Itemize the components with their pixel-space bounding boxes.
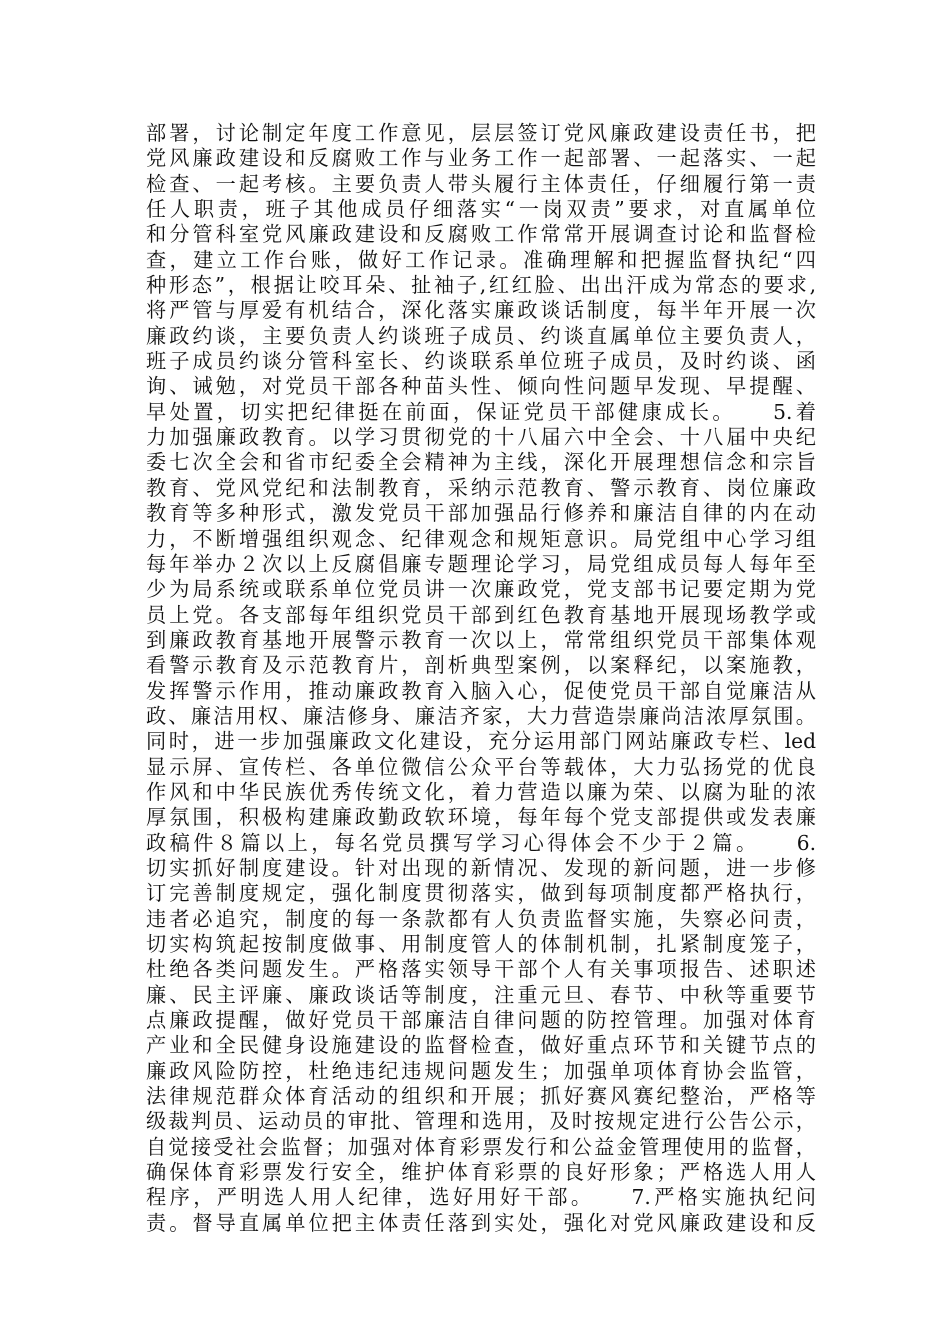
text-line: 力加强廉政教育。以学习贯彻党的十八届六中全会、十八届中央纪 bbox=[146, 425, 816, 450]
text-line: 显示屏、宣传栏、各单位微信公众平台等载体，大力弘扬党的优良 bbox=[146, 754, 816, 779]
text-line: 委七次全会和省市纪委全会精神为主线，深化开展理想信念和宗旨 bbox=[146, 450, 816, 475]
text-line: 法律规范群众体育活动的组织和开展；抓好赛风赛纪整治，严格等 bbox=[146, 1084, 816, 1109]
text-line: 级裁判员、运动员的审批、管理和选用，及时按规定进行公告公示， bbox=[146, 1109, 816, 1134]
text-line: 切实构筑起按制度做事、用制度管人的体制机制，扎紧制度笼子， bbox=[146, 932, 816, 956]
text-line: 员上党。各支部每年组织党员干部到红色教育基地开展现场教学或 bbox=[146, 602, 816, 627]
text-line: 看警示教育及示范教育片，剖析典型案例，以案释纪，以案施教， bbox=[146, 653, 816, 678]
text-line: 杜绝各类问题发生。严格落实领导干部个人有关事项报告、述职述 bbox=[146, 957, 816, 982]
text-line: 和分管科室党风廉政建设和反腐败工作常常开展调查讨论和监督检 bbox=[146, 222, 816, 247]
text-line: 发挥警示作用，推动廉政教育入脑入心，促使党员干部自觉廉洁从 bbox=[146, 678, 816, 703]
text-line: 厚氛围，积极构建廉政勤政软环境，每年每个党支部提供或发表廉 bbox=[146, 805, 816, 830]
text-line: 订完善制度规定，强化制度贯彻落实，做到每项制度都严格执行， bbox=[146, 881, 816, 906]
text-line: 程序，严明选人用人纪律，选好用好干部。 7.严格实施执纪问 bbox=[146, 1185, 816, 1210]
text-line: 违者必追究，制度的每一条款都有人负责监督实施，失察必问责， bbox=[146, 906, 816, 931]
text-line: 责。督导直属单位把主体责任落到实处，强化对党风廉政建设和反 bbox=[146, 1210, 816, 1235]
text-line: 作风和中华民族优秀传统文化，着力营造以廉为荣、以腐为耻的浓 bbox=[146, 779, 816, 804]
document-body-text bbox=[146, 121, 816, 1236]
text-line: 政、廉洁用权、廉洁修身、廉洁齐家，大力营造崇廉尚洁浓厚氛围。 bbox=[146, 703, 816, 728]
text-line: 种形态”，根据让咬耳朵、扯袖子,红红脸、出出汗成为常态的要求, bbox=[146, 273, 816, 298]
text-line: 同时，进一步加强廉政文化建设，充分运用部门网站廉政专栏、led bbox=[146, 729, 816, 754]
text-line: 党风廉政建设和反腐败工作与业务工作一起部署、一起落实、一起 bbox=[146, 146, 816, 171]
text-line: 少为局系统或联系单位党员讲一次廉政党，党支部书记要定期为党 bbox=[146, 577, 816, 602]
text-line: 部署，讨论制定年度工作意见，层层签订党风廉政建设责任书，把 bbox=[146, 121, 816, 145]
text-line: 将严管与厚爱有机结合，深化落实廉政谈话制度，每半年开展一次 bbox=[146, 298, 816, 323]
text-line: 自觉接受社会监督；加强对体育彩票发行和公益金管理使用的监督， bbox=[146, 1134, 816, 1159]
text-line: 政稿件８篇以上，每名党员撰写学习心得体会不少于２篇。 6. bbox=[146, 830, 816, 855]
text-line: 确保体育彩票发行安全，维护体育彩票的良好形象；严格选人用人 bbox=[146, 1160, 816, 1185]
text-line: 教育等多种形式，激发党员干部加强品行修养和廉洁自律的内在动 bbox=[146, 501, 816, 526]
text-line: 到廉政教育基地开展警示教育一次以上，常常组织党员干部集体观 bbox=[146, 627, 816, 652]
text-line: 班子成员约谈分管科室长、约谈联系单位班子成员，及时约谈、函 bbox=[146, 349, 816, 374]
text-line: 任人职责，班子其他成员仔细落实“一岗双责”要求，对直属单位 bbox=[146, 197, 816, 222]
text-line: 检查、一起考核。主要负责人带头履行主体责任，仔细履行第一责 bbox=[146, 171, 816, 196]
text-line: 切实抓好制度建设。针对出现的新情况、发现的新问题，进一步修 bbox=[146, 855, 816, 880]
text-line: 产业和全民健身设施建设的监督检查，做好重点环节和关键节点的 bbox=[146, 1033, 816, 1058]
text-line: 廉政风险防控，杜绝违纪违规问题发生；加强单项体育协会监管， bbox=[146, 1058, 816, 1083]
text-line: 点廉政提醒，做好党员干部廉洁自律问题的防控管理。加强对体育 bbox=[146, 1008, 816, 1033]
text-line: 廉政约谈，主要负责人约谈班子成员、约谈直属单位主要负责人， bbox=[146, 323, 816, 348]
text-line: 查，建立工作台账，做好工作记录。准确理解和把握监督执纪“四 bbox=[146, 247, 816, 272]
text-line: 早处置，切实把纪律挺在前面，保证党员干部健康成长。 5.着 bbox=[146, 399, 816, 424]
text-line: 每年举办２次以上反腐倡廉专题理论学习，局党组成员每人每年至 bbox=[146, 551, 816, 576]
text-line: 廉、民主评廉、廉政谈话等制度，注重元旦、春节、中秋等重要节 bbox=[146, 982, 816, 1007]
text-line: 询、诫勉，对党员干部各种苗头性、倾向性问题早发现、早提醒、 bbox=[146, 374, 816, 399]
text-line: 力，不断增强组织观念、纪律观念和规矩意识。局党组中心学习组 bbox=[146, 526, 816, 551]
text-line: 教育、党风党纪和法制教育，采纳示范教育、警示教育、岗位廉政 bbox=[146, 475, 816, 500]
